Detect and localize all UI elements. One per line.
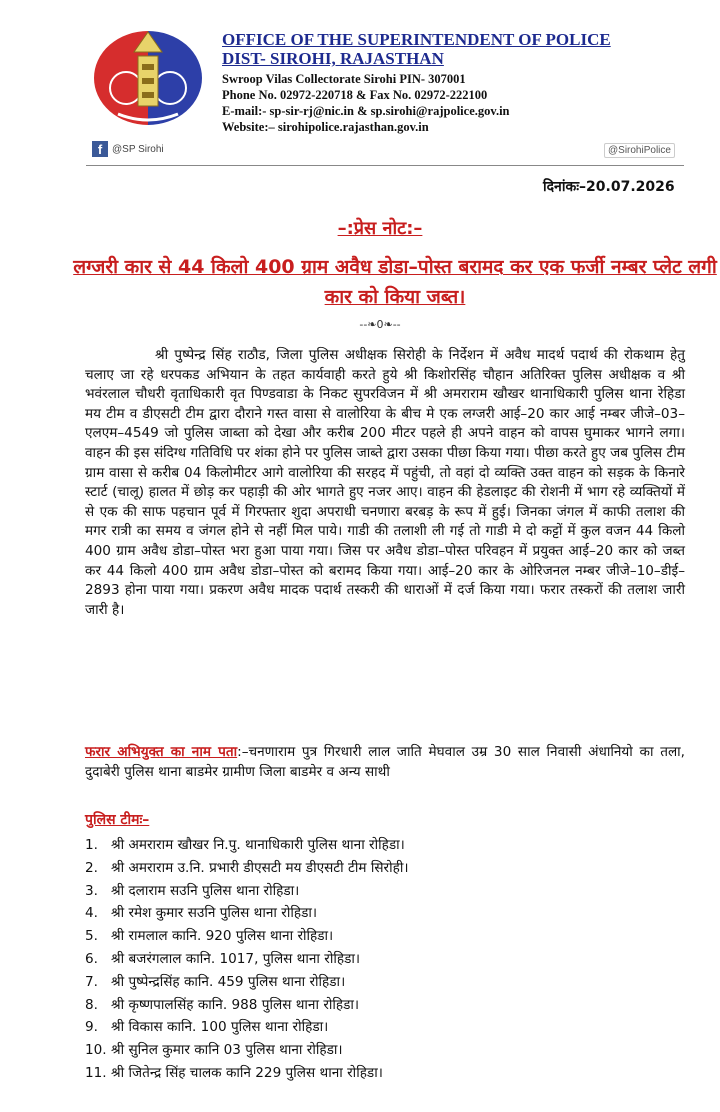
header-divider	[86, 165, 684, 166]
team-member	[85, 880, 685, 903]
team-member	[85, 948, 685, 971]
office-title: OFFICE OF THE SUPERINTENDENT OF POLICE	[222, 30, 611, 49]
date-line: दिनांकः–20.07.2026	[543, 179, 675, 195]
letterhead-text	[222, 30, 702, 135]
team-member-number: 9.	[85, 1019, 98, 1036]
team-member-number: 8.	[85, 996, 98, 1013]
ornament-divider: --❧0❧--	[359, 318, 401, 331]
team-member-number: 4.	[85, 905, 98, 922]
website-line: Website:– sirohipolice.rajasthan.gov.in	[222, 120, 429, 134]
team-member-name: श्री रामलाल कानि. 920 पुलिस थाना रोहिडा।	[111, 928, 334, 945]
team-member	[85, 834, 685, 857]
facebook-handle-group	[92, 141, 164, 157]
body-paragraph: श्री पुष्पेन्द्र सिंह राठौड, जिला पुलिस अधीक्षक सिरोही के निर्देशन में अवैध मादर्थ पदार्थ की रोकथाम हेतु चलाए जा रहे धरपकड अभियान के तहत कार्यवाही करते हुये श्री किशोरसिंह चौहान अतिरिक्त पुलिस अधीक्षक व श्री भवंरलाल चौधरी वृताधिकारी वृत पिण्डवाडा के निकट सुपरविजन में श्री अमराराम खौखर थानाधिकारी पुलिस थाना रेहिडा मय टीम व डीएसटी टीम द्वारा दौराने गस्त वासा से वालोरिया के बीच मे एक लग्जरी आई–20 कार आई नम्बर जीजे–03–एलएम–4549 जो पुलिस जाब्ता को देखा और करीब 200 मीटर पहले ही अपने वाहन को वापस घुमाकर भागने लगा। वाहन की इस संदिग्ध गतिविधि पर शंका होने पर पुलिस जाब्ते द्वारा उसका पीछा किया गया। पीछा करते हुए जब पुलिस टीम ग्राम वासा से करीब 04 किलोमीटर आगे वालोरिया की सरहद में पहुंची, तो वहां दो व्यक्ति उक्त वाहन को सड़क के किनारे स्टार्ट (चालू) हालत में छोड़ कर पहाड़ी की ओर भागते हुए नजर आए। वाहन की हेडलाइट की रोशनी में भाग रहे व्यक्तियों में से एक की साफ पहचान पूर्व में गिरफ्तार शुदा अपराधी चनणारा बरबड़ के रूप में हुई। जिनका जंगल में काफी तलाश की मगर रात्री का समय व जंगल होने से नहीं मिल पाये। गाडी की तलाशी ली गई तो गाडी मे दो कट्टों में कुल वजन 44 किलो 400 ग्राम अवैध डोडा–पोस्त भरा हुआ पाया गया। जिस पर अवैध डोडा–पोस्त परिवहन में प्रयुक्त आई–20 कार को जब्त कर 44 किलो 400 ग्राम अवैध डोडा–पोस्त को बरामद किया गया। आई–20 कार के ओरिजनल नम्बर जीजे–10–डीई–2893 होना पाया गया। प्रकरण अवैध मादक पदार्थ तस्करी की धाराओं में दर्ज किया गया। फरार तस्करों की तलाश जारी जारी है।	[85, 347, 685, 618]
team-member	[85, 902, 685, 925]
team-member-name: श्री जितेन्द्र सिंह चालक कानि 229 पुलिस थाना रोहिडा।	[111, 1064, 383, 1081]
press-note-title: –:प्रेस नोट:–	[337, 218, 423, 239]
twitter-handle: @SirohiPolice	[604, 143, 675, 158]
email-line: E-mail:- sp-sir-rj@nic.in & sp.sirohi@rajpolice.gov.in	[222, 104, 510, 118]
team-member-name: श्री कृष्णपालसिंह कानि. 988 पुलिस थाना रोहिडा।	[111, 996, 360, 1013]
team-member	[85, 994, 685, 1017]
facebook-icon: f	[92, 141, 108, 157]
team-member-name: श्री विकास कानि. 100 पुलिस थाना रोहिडा।	[111, 1019, 329, 1036]
letterhead	[0, 0, 720, 160]
team-member-number: 6.	[85, 950, 98, 967]
district-title: DIST- SIROHI, RAJASTHAN	[222, 49, 444, 68]
team-member	[85, 1016, 685, 1039]
police-team-list	[85, 834, 685, 1085]
team-member-name: श्री पुष्पेन्द्रसिंह कानि. 459 पुलिस थाना रोहिडा।	[111, 973, 346, 990]
team-member	[85, 1039, 685, 1062]
team-member-name: श्री सुनिल कुमार कानि 03 पुलिस थाना रोहिडा।	[111, 1042, 343, 1059]
team-member-number: 10.	[85, 1042, 107, 1059]
team-member	[85, 925, 685, 948]
team-member-number: 3.	[85, 882, 98, 899]
team-member-name: श्री बजरंगलाल कानि. 1017, पुलिस थाना रोहिडा।	[111, 950, 361, 967]
phone-fax: Phone No. 02972-220718 & Fax No. 02972-222100	[222, 88, 488, 102]
office-address: Swroop Vilas Collectorate Sirohi PIN- 307001	[222, 72, 466, 86]
accused-details: :–चनणाराम पुत्र गिरधारी लाल जाति मेघवाल उम्र 30 साल निवासी अंधानियो का तला, दुदाबेरी पुलिस थाना बाडमेर ग्रामीण जिला बाडमेर व अन्य साथी	[85, 744, 686, 780]
team-member-number: 7.	[85, 973, 98, 990]
team-member-name: श्री अमराराम खौखर नि.पु. थानाधिकारी पुलिस थाना रोहिडा।	[111, 837, 405, 853]
team-member-number: 11.	[85, 1064, 107, 1081]
team-member-number: 1.	[85, 837, 98, 853]
team-member	[85, 857, 685, 880]
team-member-number: 5.	[85, 928, 98, 945]
team-member	[85, 971, 685, 994]
headline: लग्जरी कार से 44 किलो 400 ग्राम अवैध डोडा–पोस्त बरामद कर एक फर्जी नम्बर प्लेट लगी कार को किया जब्त।	[73, 256, 717, 308]
team-member	[85, 1062, 685, 1085]
rajasthan-police-emblem-logo	[88, 22, 208, 130]
accused-label: फरार अभियुक्त का नाम पता	[85, 744, 238, 760]
absconding-accused	[85, 742, 685, 782]
team-member-number: 2.	[85, 859, 98, 876]
team-member-name: श्री अमराराम उ.नि. प्रभारी डीएसटी मय डीएसटी टीम सिरोही।	[111, 859, 409, 876]
police-team-heading: पुलिस टीमः–	[85, 812, 150, 828]
facebook-handle: @SP Sirohi	[112, 143, 164, 155]
team-member-name: श्री रमेश कुमार सउनि पुलिस थाना रोहिडा।	[111, 905, 318, 922]
team-member-name: श्री दलाराम सउनि पुलिस थाना रोहिडा।	[111, 882, 300, 899]
